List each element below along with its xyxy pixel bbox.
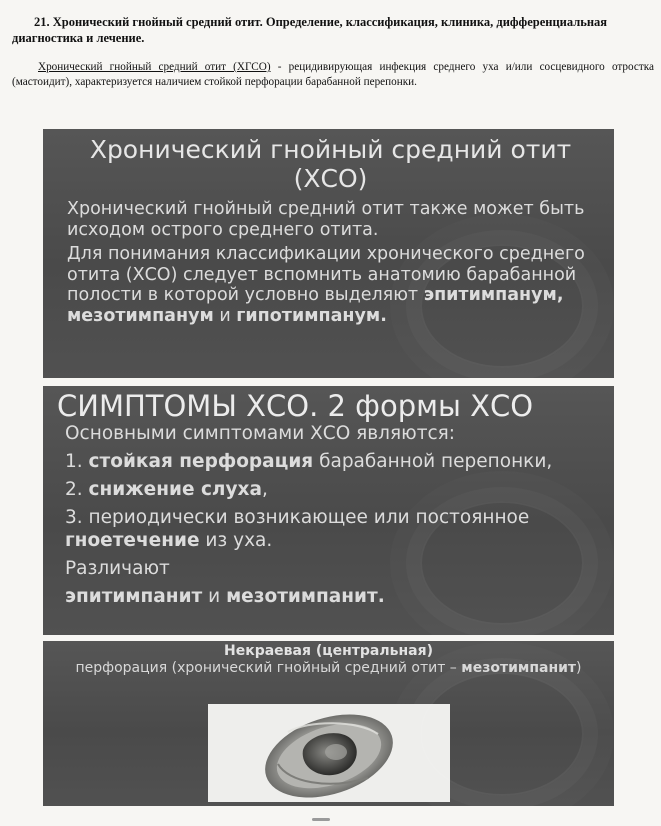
slide2-title: СИМПТОМЫ ХСО. 2 формы ХСО bbox=[57, 389, 534, 423]
eardrum-icon bbox=[208, 704, 450, 802]
slide3-sub-text: перфорация (хронический гнойный средний отит – bbox=[75, 660, 462, 676]
slide3-subtitle bbox=[53, 660, 604, 677]
intro-paragraph bbox=[12, 60, 654, 89]
eardrum-perforation-illustration bbox=[208, 704, 450, 802]
slide1-paragraph-1: Хронический гнойный средний отит также может быть исходом острого среднего отита. bbox=[67, 199, 585, 240]
symptom-2-rest: , bbox=[261, 479, 268, 500]
symptom-3-text: 3. периодически возникающее или постоянное bbox=[65, 507, 530, 528]
symptom-3-bold: гноетечение bbox=[65, 530, 200, 551]
page-number-mark bbox=[312, 818, 330, 821]
slide-symptoms bbox=[43, 386, 614, 635]
slide1-p2-bold-1: эпитимпанум, мезотимпанум bbox=[67, 285, 564, 326]
symptom-2-bold: снижение слуха bbox=[88, 479, 262, 500]
slide2-intro: Основными симптомами ХСО являются: bbox=[65, 423, 456, 444]
slide1-p2-bold-2: гипотимпанум. bbox=[236, 305, 387, 326]
symptom-3-rest: из уха. bbox=[199, 530, 273, 551]
forms-and: и bbox=[202, 586, 227, 607]
symptom-item-3 bbox=[65, 506, 604, 552]
section-heading: 21. Хронический гнойный средний отит. Определение, классификация, клиника, дифференциальная диагностика и лечение. bbox=[12, 15, 608, 45]
symptom-1-bold: стойкая перфорация bbox=[88, 451, 314, 472]
slide1-title: Хронический гнойный средний отит (ХСО) bbox=[89, 135, 572, 193]
intro-definition: - рецидивирующая инфекция среднего уха и/или сосцевидного отростка (мастоидит), характеризуется наличием стойкой перфорации барабанной перепонки. bbox=[12, 61, 654, 88]
slide3-sub-bold: мезотимпанит bbox=[461, 660, 577, 676]
slide2-distinguish: Различают bbox=[65, 558, 170, 579]
intro-term: Хронический гнойный средний отит (ХГСО) bbox=[38, 61, 271, 73]
slide3-sub-end: ) bbox=[576, 660, 582, 676]
slide1-p2-and: и bbox=[213, 305, 237, 326]
symptom-1-number: 1. bbox=[65, 451, 89, 472]
symptom-item-2 bbox=[65, 478, 604, 501]
symptom-item-1 bbox=[65, 450, 604, 473]
slide-chronic-otitis bbox=[43, 129, 614, 378]
symptom-2-number: 2. bbox=[65, 479, 89, 500]
slide-central-perforation bbox=[43, 641, 614, 806]
form-mesotympanitis: мезотимпанит. bbox=[226, 586, 385, 607]
slide1-paragraph-2 bbox=[67, 244, 594, 326]
slide1-p2-text: Для понимания классификации хронического среднего отита (ХСО) следует вспомнить анатомию барабанной полости в которой условно выделяют bbox=[67, 244, 585, 305]
slide2-forms bbox=[65, 585, 604, 608]
form-epitympanitis: эпитимпанит bbox=[65, 586, 203, 607]
symptom-1-rest: барабанной перепонки, bbox=[313, 451, 553, 472]
slide3-title: Некраевая (центральная) bbox=[224, 643, 433, 659]
